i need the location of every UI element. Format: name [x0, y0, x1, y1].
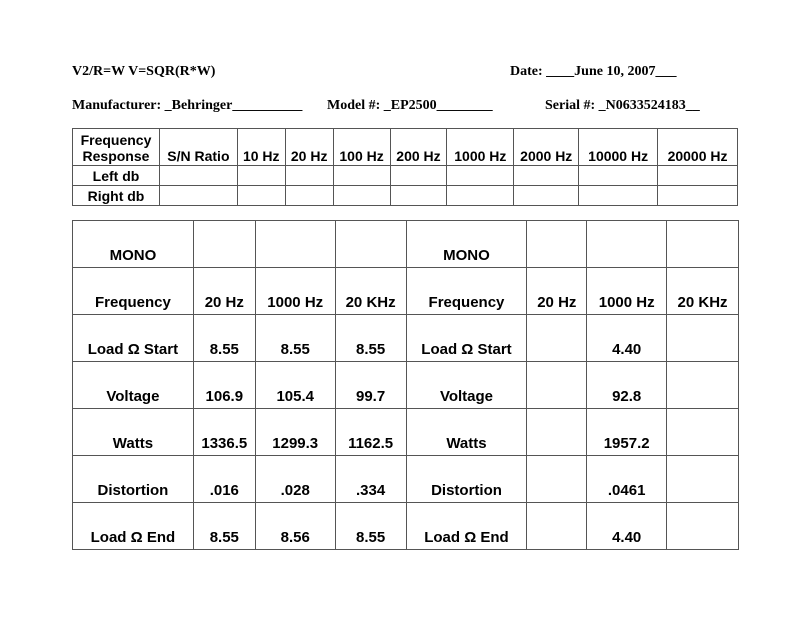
mono-column-header-row [73, 268, 739, 315]
table-cell: 105.4 [255, 362, 335, 409]
table-cell [579, 166, 658, 186]
table-cell [237, 166, 285, 186]
column-header: 20 Hz [193, 268, 255, 315]
table-cell [447, 186, 514, 206]
freq-header-cell: 20 Hz [285, 129, 333, 166]
table-cell: 99.7 [335, 362, 406, 409]
table-cell: 4.40 [587, 503, 667, 550]
table-cell [237, 186, 285, 206]
table-cell: .016 [193, 456, 255, 503]
table-cell [667, 221, 739, 268]
table-cell [159, 186, 237, 206]
freq-header-cell: 1000 Hz [447, 129, 514, 166]
table-cell [667, 503, 739, 550]
column-header: Frequency [73, 268, 194, 315]
row-label: Right db [73, 186, 160, 206]
serial-field [545, 98, 700, 114]
table-cell [390, 166, 447, 186]
table-cell [285, 166, 333, 186]
table-row [73, 362, 739, 409]
date-value: ____June 10, 2007___ [546, 64, 677, 79]
table-cell [333, 186, 390, 206]
manufacturer-value: _Behringer__________ [164, 98, 303, 113]
table-cell [667, 362, 739, 409]
table-cell: 8.55 [335, 315, 406, 362]
table-cell [658, 166, 738, 186]
table-cell: 8.55 [335, 503, 406, 550]
table-cell [390, 186, 447, 206]
row-label: Distortion [406, 456, 527, 503]
column-header: 20 KHz [335, 268, 406, 315]
column-header: 1000 Hz [255, 268, 335, 315]
table-row [73, 315, 739, 362]
manufacturer-field [72, 98, 302, 114]
table-cell: 8.55 [255, 315, 335, 362]
date-label: Date: [510, 64, 543, 79]
table-cell [159, 166, 237, 186]
row-label: Voltage [73, 362, 194, 409]
serial-label: Serial #: [545, 98, 596, 113]
row-label: Load Ω End [406, 503, 527, 550]
table-cell: 8.55 [193, 503, 255, 550]
row-label: Load Ω Start [406, 315, 527, 362]
table-cell [667, 315, 739, 362]
model-label: Model #: [327, 98, 381, 113]
table-cell [527, 362, 587, 409]
table-cell [514, 186, 579, 206]
table-cell [579, 186, 658, 206]
freq-header-cell: 2000 Hz [514, 129, 579, 166]
row-label: Load Ω End [73, 503, 194, 550]
column-header: 20 KHz [667, 268, 739, 315]
frequency-response-table [72, 128, 738, 206]
table-cell: 1299.3 [255, 409, 335, 456]
table-cell [333, 166, 390, 186]
manufacturer-label: Manufacturer: [72, 98, 162, 113]
table-cell [193, 221, 255, 268]
mono-title-right: MONO [406, 221, 527, 268]
row-label: Watts [406, 409, 527, 456]
column-header: 1000 Hz [587, 268, 667, 315]
row-label: Voltage [406, 362, 527, 409]
table-cell [667, 456, 739, 503]
table-cell [255, 221, 335, 268]
table-cell [514, 166, 579, 186]
mono-title-left: MONO [73, 221, 194, 268]
table-cell [527, 315, 587, 362]
table-cell: .028 [255, 456, 335, 503]
freq-header-cell: 100 Hz [333, 129, 390, 166]
table-cell [335, 221, 406, 268]
table-cell: 92.8 [587, 362, 667, 409]
column-header: 20 Hz [527, 268, 587, 315]
freq-header-cell: Frequency Response [73, 129, 160, 166]
table-cell [527, 503, 587, 550]
table-row [73, 503, 739, 550]
freq-header-row [73, 129, 738, 166]
table-row [73, 456, 739, 503]
table-cell: 1957.2 [587, 409, 667, 456]
model-field [327, 98, 493, 114]
freq-row-left [73, 166, 738, 186]
table-row [73, 409, 739, 456]
mono-title-row [73, 221, 739, 268]
table-cell: .0461 [587, 456, 667, 503]
table-cell: 106.9 [193, 362, 255, 409]
row-label: Load Ω Start [73, 315, 194, 362]
row-label: Distortion [73, 456, 194, 503]
table-cell: 1162.5 [335, 409, 406, 456]
row-label: Watts [73, 409, 194, 456]
freq-header-cell: 20000 Hz [658, 129, 738, 166]
table-cell [667, 409, 739, 456]
table-cell: .334 [335, 456, 406, 503]
freq-header-cell: 10 Hz [237, 129, 285, 166]
row-label: Left db [73, 166, 160, 186]
table-cell: 4.40 [587, 315, 667, 362]
table-cell: 8.56 [255, 503, 335, 550]
model-value: _EP2500________ [383, 98, 493, 113]
table-cell [285, 186, 333, 206]
formula-text: V2/R=W V=SQR(R*W) [72, 64, 216, 79]
table-cell [527, 456, 587, 503]
table-cell [447, 166, 514, 186]
table-cell [587, 221, 667, 268]
freq-header-cell: 200 Hz [390, 129, 447, 166]
date-field [510, 64, 676, 80]
table-cell [527, 409, 587, 456]
serial-value: _N0633524183__ [598, 98, 700, 113]
freq-row-right [73, 186, 738, 206]
column-header: Frequency [406, 268, 527, 315]
table-cell: 8.55 [193, 315, 255, 362]
table-cell [527, 221, 587, 268]
freq-header-cell: 10000 Hz [579, 129, 658, 166]
mono-measurement-table [72, 220, 739, 550]
table-cell [658, 186, 738, 206]
table-cell: 1336.5 [193, 409, 255, 456]
freq-header-cell: S/N Ratio [159, 129, 237, 166]
